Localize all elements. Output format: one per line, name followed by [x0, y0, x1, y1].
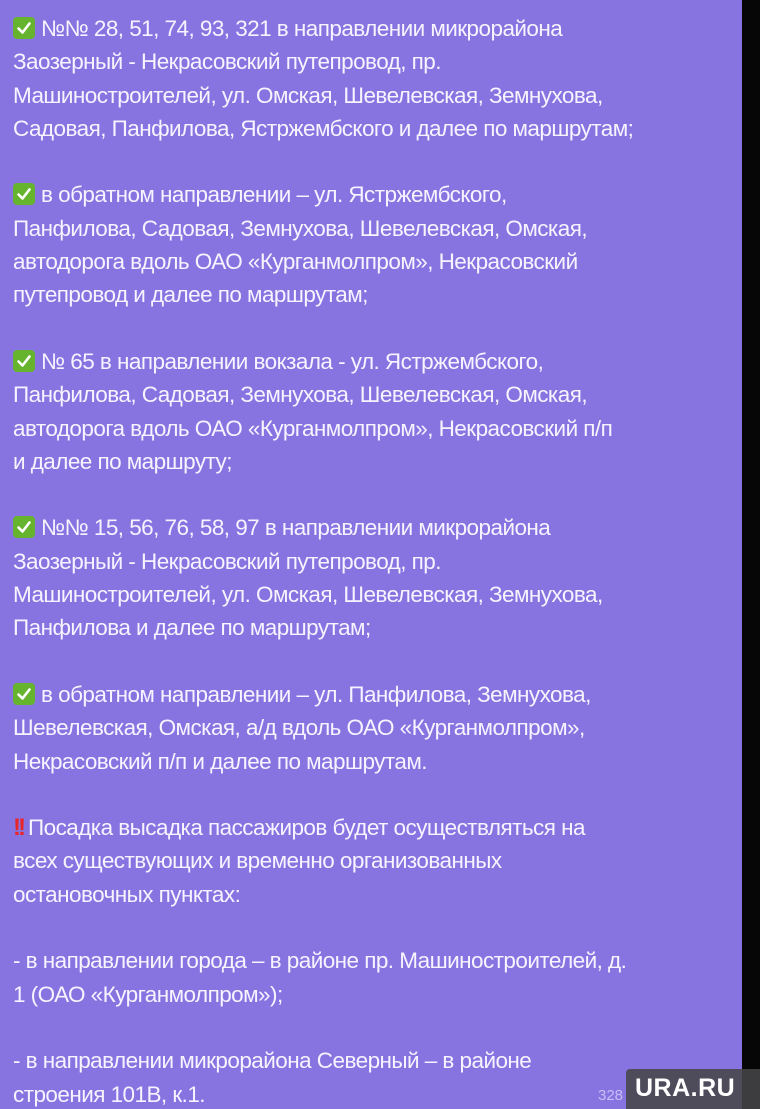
- message-line: Садовая, Панфилова, Ястржембского и далее по маршрутам;: [13, 115, 634, 141]
- paragraph-gap: [13, 911, 730, 944]
- watermark-text: URA.RU: [635, 1074, 736, 1102]
- message-line: - в направлении города – в районе пр. Машиностроителей, д.: [13, 948, 627, 974]
- message-line: Панфилова, Садовая, Земнухова, Шевелевская, Омская,: [13, 215, 588, 241]
- message-line: всех существующих и временно организованных: [13, 848, 502, 874]
- message-paragraph: [13, 178, 730, 311]
- message-line: №№ 15, 56, 76, 58, 97 в направлении микрорайона: [41, 515, 551, 541]
- message-line: - в направлении микрорайона Северный – в районе: [13, 1048, 532, 1074]
- message-line: Заозерный - Некрасовский путепровод, пр.: [13, 548, 441, 574]
- message-line: Посадка высадка пассажиров будет осуществляться на: [27, 815, 585, 841]
- paragraph-gap: [13, 312, 730, 345]
- message-line: автодорога вдоль ОАО «Курганмолпром», Некрасовский п/п: [13, 415, 613, 441]
- message-paragraph: [13, 345, 730, 478]
- message-line: Машиностроителей, ул. Омская, Шевелевская, Земнухова,: [13, 582, 603, 608]
- message-paragraph: [13, 678, 730, 778]
- message-paragraph: [13, 811, 730, 911]
- message-line: автодорога вдоль ОАО «Курганмолпром», Некрасовский: [13, 249, 578, 275]
- message-line: и далее по маршруту;: [13, 448, 232, 474]
- scrollbar[interactable]: [742, 0, 760, 1109]
- message-line: №№ 28, 51, 74, 93, 321 в направлении микрорайона: [41, 16, 563, 41]
- message-line: Машиностроителей, ул. Омская, Шевелевская, Земнухова,: [13, 82, 603, 108]
- paragraph-gap: [13, 145, 730, 178]
- paragraph-gap: [13, 1011, 730, 1044]
- message-paragraph: [13, 12, 730, 145]
- check-mark-icon: [13, 350, 35, 372]
- message-line: строения 101В, к.1.: [13, 1081, 205, 1107]
- paragraph-gap: [13, 645, 730, 678]
- message-line: в обратном направлении – ул. Панфилова, Земнухова,: [41, 681, 591, 707]
- message-line: 1 (ОАО «Курганмолпром»);: [13, 981, 283, 1007]
- check-mark-icon: [13, 683, 35, 705]
- paragraph-gap: [13, 778, 730, 811]
- message-line: Шевелевская, Омская, а/д вдоль ОАО «Курганмолпром»,: [13, 715, 585, 741]
- message-paragraph: [13, 944, 730, 1011]
- message-line: Панфилова и далее по маршрутам;: [13, 615, 371, 641]
- watermark-logo: [626, 1069, 760, 1109]
- message-timestamp: 328: [598, 1087, 624, 1104]
- message-line: Некрасовский п/п и далее по маршрутам.: [13, 748, 427, 774]
- double-exclamation-icon: !!: [13, 814, 23, 842]
- message-line: путепровод и далее по маршрутам;: [13, 282, 368, 308]
- check-mark-icon: [13, 17, 35, 39]
- message-line: в обратном направлении – ул. Ястржембского,: [41, 182, 507, 208]
- paragraph-gap: [13, 478, 730, 511]
- check-mark-icon: [13, 516, 35, 538]
- message-line: № 65 в направлении вокзала - ул. Ястржембского,: [41, 348, 544, 374]
- message-line: Заозерный - Некрасовский путепровод, пр.: [13, 49, 441, 75]
- message-line: остановочных пунктах:: [13, 881, 241, 907]
- check-mark-icon: [13, 183, 35, 205]
- message-paragraph: [13, 511, 730, 644]
- message-line: Панфилова, Садовая, Земнухова, Шевелевская, Омская,: [13, 382, 588, 408]
